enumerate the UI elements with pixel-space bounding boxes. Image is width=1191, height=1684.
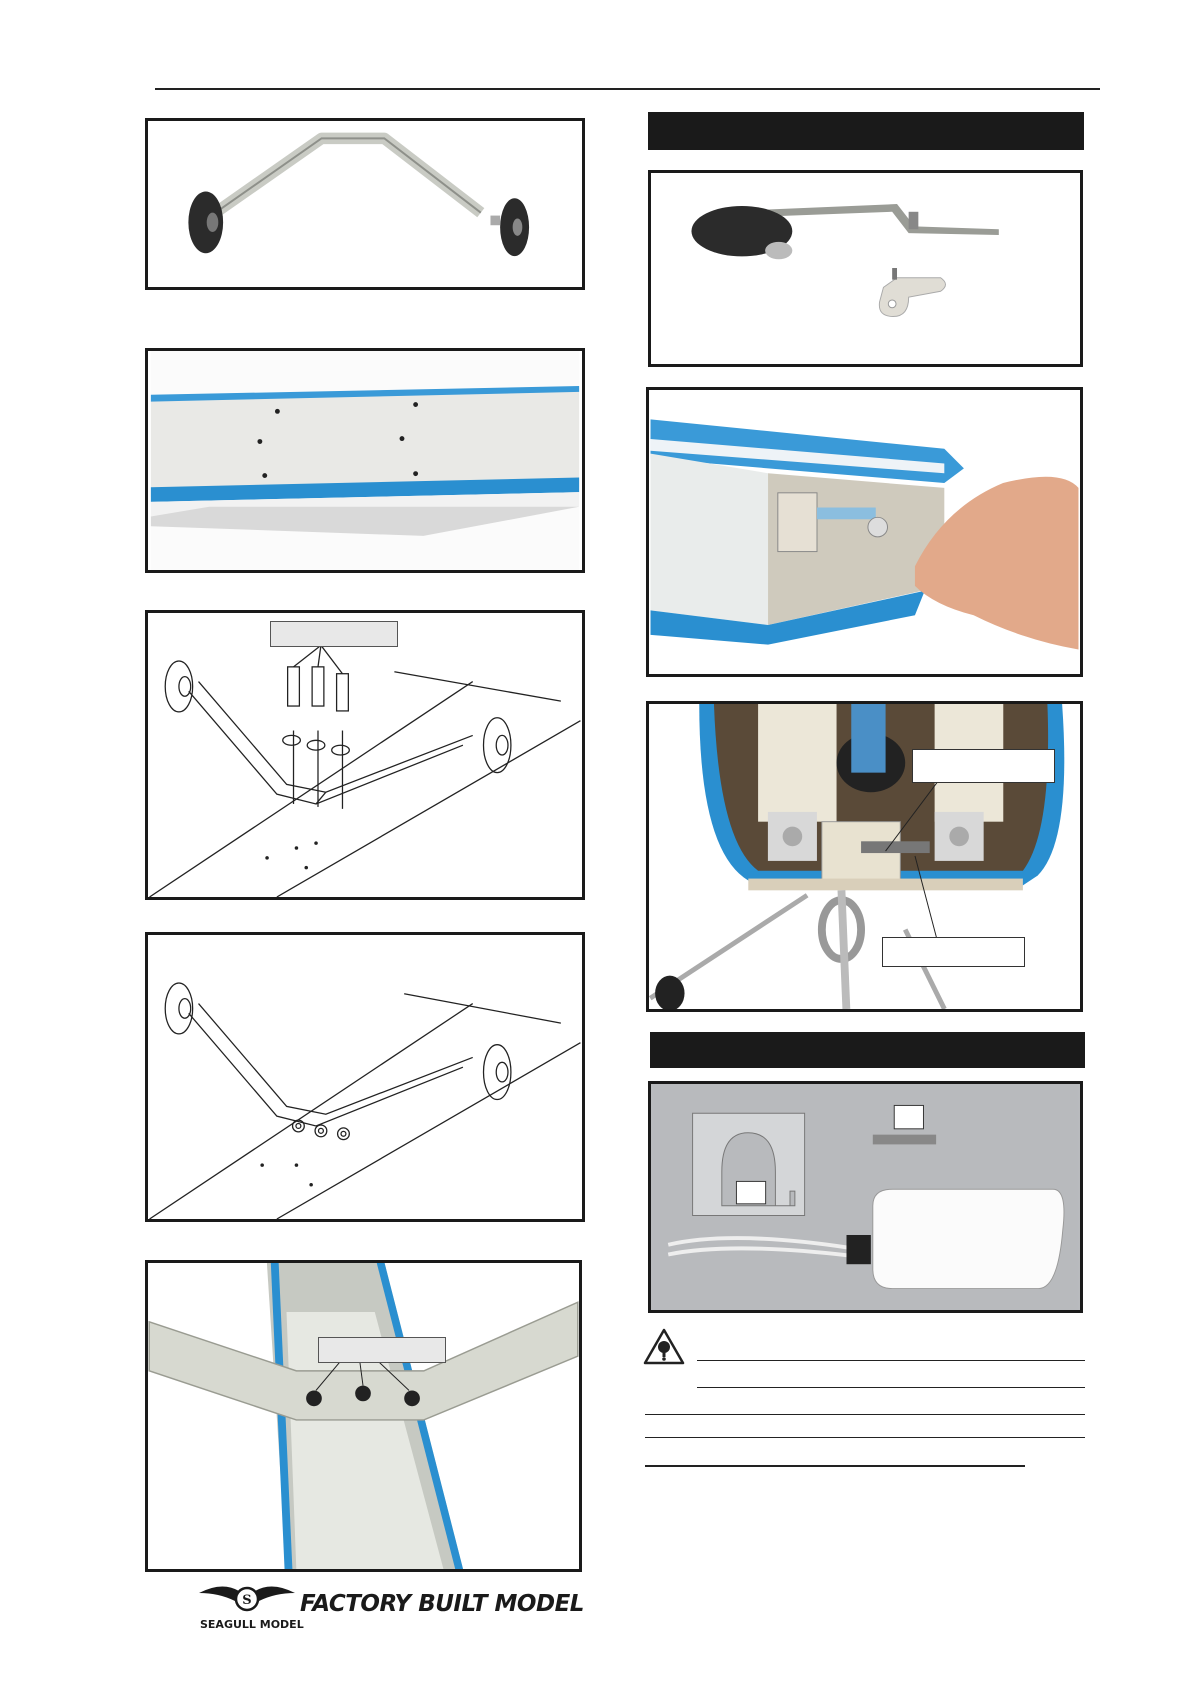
caution-triangle-icon <box>643 1328 685 1366</box>
text-rule <box>697 1360 1085 1361</box>
callout-label-box <box>318 1337 446 1363</box>
nose-gear-closeup-photo <box>646 701 1083 1012</box>
brand-small-text: SEAGULL MODEL <box>200 1618 304 1631</box>
callout-label-box <box>270 621 398 647</box>
callout-label-box <box>882 937 1025 967</box>
section-header-bar <box>648 112 1084 150</box>
gear-bolted-photo <box>145 1260 582 1572</box>
text-rule <box>645 1414 1085 1415</box>
svg-text:S: S <box>242 1593 252 1608</box>
text-rule <box>645 1437 1085 1438</box>
nose-gear-install-photo <box>646 387 1083 677</box>
fuel-tank-parts-photo <box>648 1081 1083 1313</box>
gear-mounted-diagram <box>145 932 585 1222</box>
fuselage-underside-photo <box>145 348 585 573</box>
text-rule <box>645 1465 1025 1467</box>
section-header-bar <box>650 1032 1085 1068</box>
text-rule <box>697 1387 1085 1388</box>
callout-label-box <box>912 749 1055 783</box>
landing-gear-photo <box>145 118 585 290</box>
brand-main-text: FACTORY BUILT MODEL <box>300 1591 584 1617</box>
nose-gear-parts-photo <box>648 170 1083 367</box>
gear-mount-diagram <box>145 610 585 900</box>
header-rule <box>155 88 1100 90</box>
